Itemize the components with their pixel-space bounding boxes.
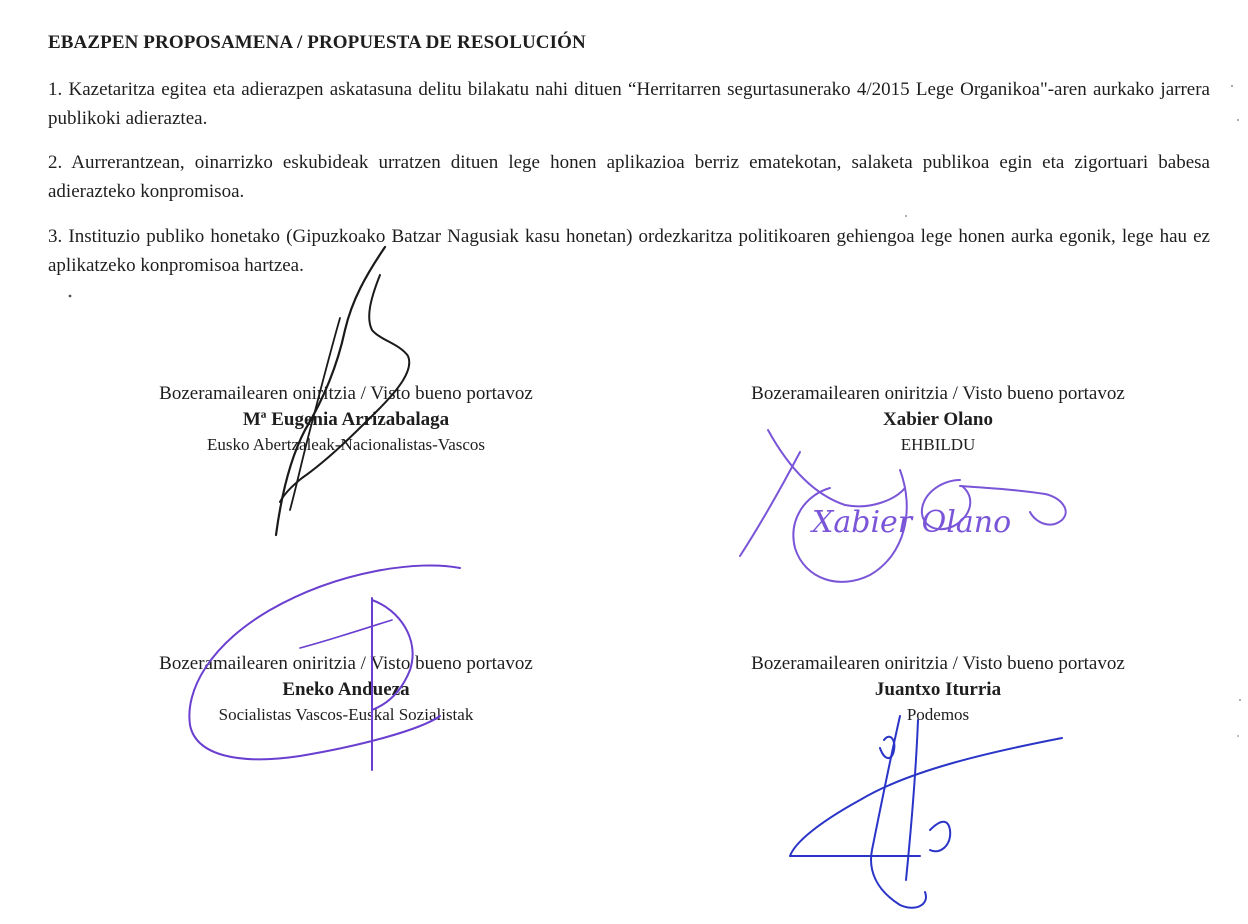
signature-role: Bozeramailearen oniritzia / Visto bueno portavoz <box>751 383 1125 404</box>
party-name: Podemos <box>906 705 970 724</box>
party-name: Eusko Abertzaleak-Nacionalistas-Vascos <box>206 435 486 454</box>
resolution-item-3: 3. Instituzio publiko honetako (Gipuzkoako Batzar Nagusiak kasu honetan) ordezkaritza politikoaren gehiengoa lege honen aurka egonik, lege hau ez aplikatzeko konpromisoa hartzea. <box>48 226 1210 276</box>
document-heading: EBAZPEN PROPOSAMENA / PROPUESTA DE RESOLUCIÓN <box>48 32 586 53</box>
signature-role: Bozeramailearen oniritzia / Visto bueno portavoz <box>159 653 533 674</box>
signatory-name: Xabier Olano <box>883 409 993 430</box>
signature-handwriting: Xabier Olano <box>812 505 1012 540</box>
resolution-item-2: 2. Aurrerantzean, oinarrizko eskubideak urratzen dituen lege honen aplikazioa berriz ematekotan, salaketa publikoa egin eta zigortuari babesa adierazteko konpromisoa. <box>48 152 1210 202</box>
signatory-name: Eneko Andueza <box>282 679 410 700</box>
party-name: EHBILDU <box>900 435 976 454</box>
party-name: Socialistas Vascos-Euskal Sozialistak <box>218 705 474 724</box>
resolution-item-1: 1. Kazetaritza egitea eta adierazpen askatasuna delitu bilakatu nahi dituen “Herritarren segurtasunerako 4/2015 Lege Organikoa"-aren aurkako jarrera publikoki adieraztea. <box>48 79 1210 129</box>
signatory-name: Mª Eugenia Arrizabalaga <box>242 409 450 430</box>
signature-role: Bozeramailearen oniritzia / Visto bueno portavoz <box>751 653 1125 674</box>
signature-role: Bozeramailearen oniritzia / Visto bueno portavoz <box>159 383 533 404</box>
signatory-name: Juantxo Iturria <box>874 679 1002 700</box>
